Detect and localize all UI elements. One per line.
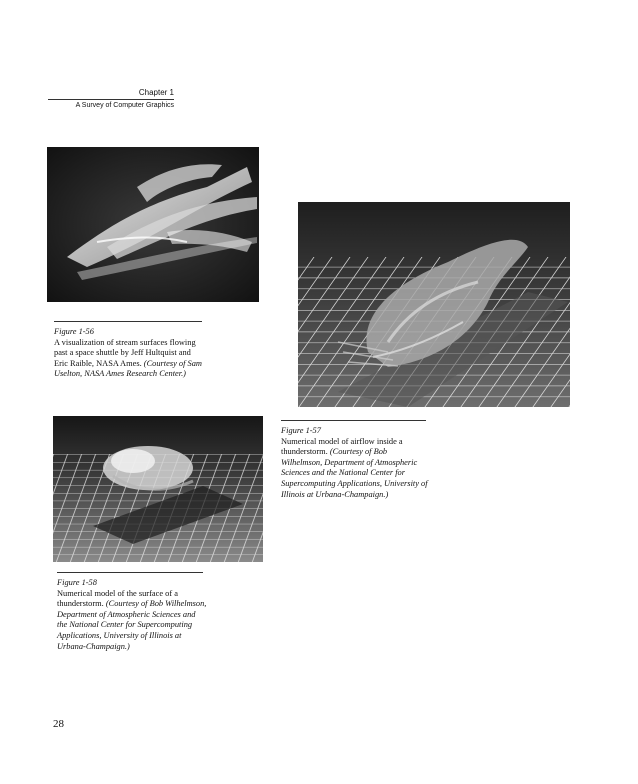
running-header [48,88,174,111]
figure-credit: (Courtesy of Bob Wilhelmson, Department of Atmospheric Sciences and the National Center for Supercomputing Applications, University of Illinois at Urbana-Champaign.) [281,447,428,499]
figure-credit: (Courtesy of Bob Wilhelmson, Department of Atmospheric Sciences and the National Center for Supercomputing Applications, University of Illinois at Urbana-Champaign.) [57,599,207,651]
caption-rule [281,420,426,421]
figure-1-58-caption [57,572,207,652]
chapter-title: A Survey of Computer Graphics [75,102,174,109]
caption-rule [54,321,202,322]
figure-1-57-caption [281,420,429,500]
figure-1-57-image [298,202,570,407]
figure-1-56-caption [54,321,202,380]
figure-label: Figure 1-57 [281,426,321,435]
caption-rule [57,572,203,573]
figure-credit: (Courtesy of Sam Uselton, NASA Ames Research Center.) [54,358,202,379]
figure-1-56-image [47,147,259,302]
figure-label: Figure 1-56 [54,327,94,336]
figure-1-58-image [53,416,263,562]
chapter-label: Chapter 1 [48,88,174,100]
figure-label: Figure 1-58 [57,578,97,587]
page-number: 28 [53,718,64,730]
figure-description: A visualization of stream surfaces flowing past a space shuttle by Jeff Hultquist and Eric Raible, NASA Ames. [54,337,196,368]
figure-description: Numerical model of the surface of a thunderstorm. [57,588,178,609]
figure-description: Numerical model of airflow inside a thunderstorm. [281,436,403,457]
